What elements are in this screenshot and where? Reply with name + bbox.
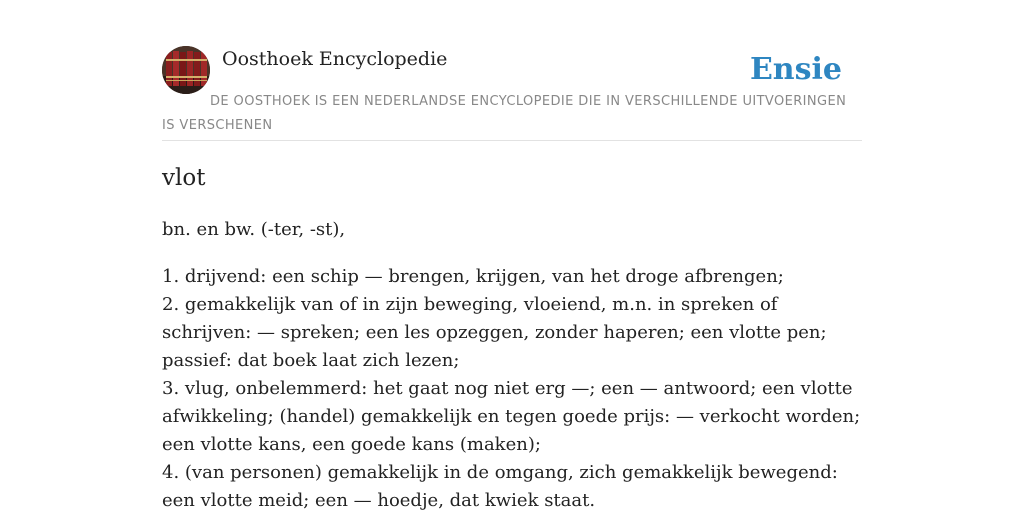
definition-item: 2. gemakkelijk van of in zijn beweging, vloeiend, m.n. in spreken of schrijven: — spreken; een les opzeggen, zonder haperen; een vlotte pen; passief: dat boek laat zich lezen;	[162, 294, 827, 371]
definition-list	[162, 263, 862, 512]
entry-title: vlot	[162, 165, 206, 191]
entry-body	[162, 216, 862, 512]
entry-grammar: bn. en bw. (-ter, -st),	[162, 219, 346, 240]
definition-item: 4. (van personen) gemakkelijk in de omgang, zich gemakkelijk bewegend: een vlotte meid; een — hoedje, dat kwiek staat.	[162, 462, 838, 511]
encyclopedia-books-icon[interactable]	[162, 46, 210, 94]
site-tagline: DE OOSTHOEK IS EEN NEDERLANDSE ENCYCLOPEDIE DIE IN VERSCHILLENDE UITVOERINGEN IS VERSCHENEN	[162, 94, 847, 133]
brand-logo[interactable]: Ensie	[749, 52, 842, 87]
site-header	[162, 46, 862, 141]
site-title[interactable]: Oosthoek Encyclopedie	[222, 48, 448, 70]
definition-item: 1. drijvend: een schip — brengen, krijgen, van het droge afbrengen;	[162, 266, 784, 287]
definition-item: 3. vlug, onbelemmerd: het gaat nog niet erg —; een — antwoord; een vlotte afwikkeling; (handel) gemakkelijk en tegen goede prijs: — verkocht worden; een vlotte kans, een goede kans (maken);	[162, 378, 861, 455]
